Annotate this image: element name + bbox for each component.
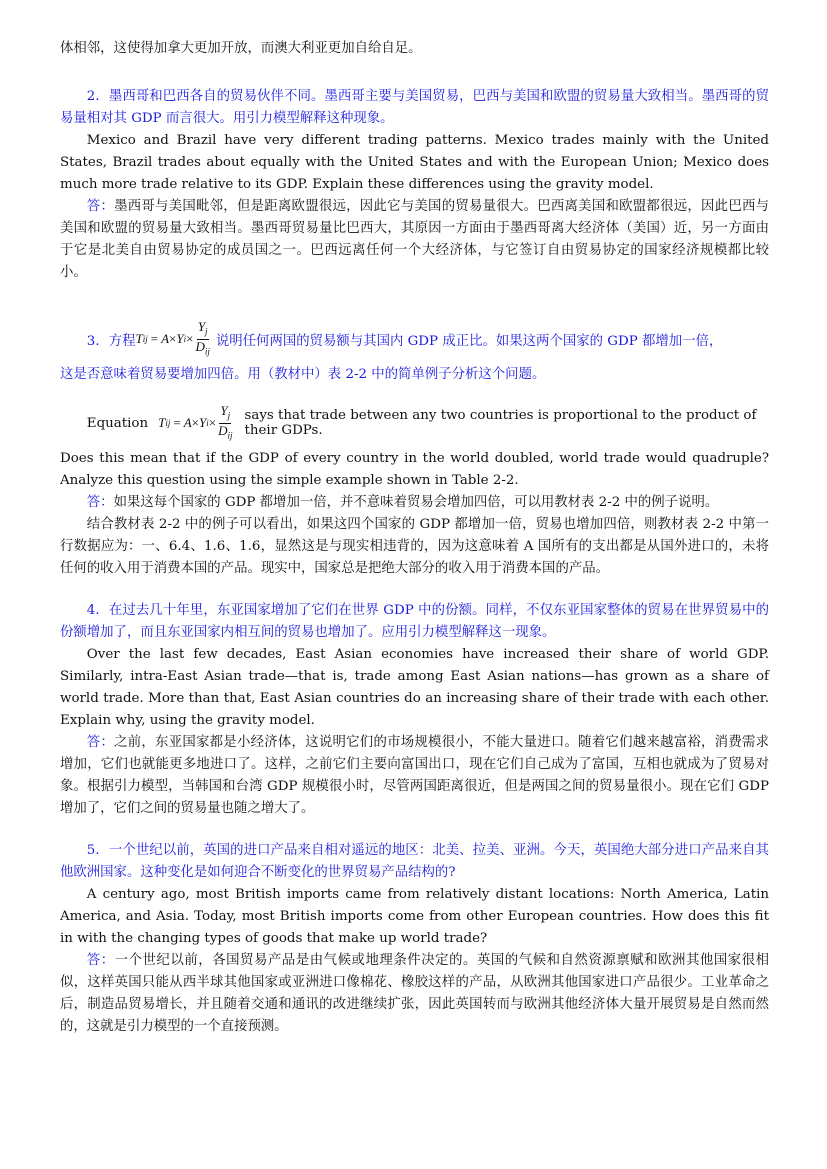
q3-answer-text: 如果这每个国家的 GDP 都增加一倍，并不意味着贸易会增加四倍，可以用教材表 2-2 中的例子说明。 (113, 495, 719, 510)
answer-label: 答： (86, 735, 115, 750)
q4-answer (60, 732, 769, 820)
q4-answer-text: 之前，东亚国家都是小经济体，这说明它们的市场规模很小，不能大量进口。随着它们越来越富裕，消费需求增加，它们也就能更多地进口了。这样，之前它们主要向富国出口，现在它们自己成为了富国，互相也就成为了贸易对象。根据引力模型，当韩国和台湾 GDP 规模很小时，尽管两国距离很近，但是两国之间的贸易量很小。现在它们 GDP 增加了，它们之间的贸易量也随之增大了。 (60, 735, 770, 816)
q2-english: Mexico and Brazil have very different trading patterns. Mexico trades mainly with the United States, Brazil trades about equally with the United States and with the European Union; Mexico does much more trade relative to its GDP. Explain these differences using the gravity model. (60, 133, 769, 192)
q4-chinese: 4．在过去几十年里，东亚国家增加了它们在世界 GDP 中的份额。同样，不仅东亚国家整体的贸易在世界贸易中的份额增加了，而且东亚国家内相互间的贸易也增加了。应用引力模型解释这一现象。 (60, 603, 769, 640)
q5-answer-text: 一个世纪以前，各国贸易产品是由气候或地理条件决定的。英国的气候和自然资源禀赋和欧洲其他国家很相似，这样英国只能从西半球其他国家或亚洲进口像棉花、橡胶这样的产品，从欧洲其他国家进口产品很少。工业革命之后，制造品贸易增长，并且随着交通和通讯的改进继续扩张，因此英国转而与欧洲其他经济体大量开展贸易是自然而然的，这就是引力模型的一个直接预测。 (60, 953, 770, 1034)
intro-line: 体相邻，这使得加拿大更加开放，而澳大利亚更加自给自足。 (60, 41, 422, 56)
answer-label: 答： (86, 953, 115, 968)
q2-answer-text: 墨西哥与美国毗邻，但是距离欧盟很远，因此它与美国的贸易量很大。巴西离美国和欧盟都很远，因此巴西与美国和欧盟的贸易量大致相当。墨西哥贸易量比巴西大，其原因一方面由于墨西哥离大经济体（美国）近，另一方面由于它是北美自由贸易协定的成员国之一。巴西远离任何一个大经济体，与它签订自由贸易协定的国家经济规模都比较小。 (60, 199, 770, 280)
q3-english-suffix: says that trade between any two countries is proportional to the product of their GDPs. (244, 408, 757, 438)
q2-answer (60, 196, 769, 284)
q5-english: A century ago, most British imports came from relatively distant locations: North America, Latin America, and Asia. Today, most British imports come from other European countries. How does this fit in with the changing types of goods that make up world trade? (60, 887, 769, 946)
q3-english-rest: Does this mean that if the GDP of every country in the world doubled, world trade would quadruple? Analyze this question using the simple example shown in Table 2-2. (60, 451, 769, 488)
answer-label: 答： (86, 199, 115, 214)
q3-chinese-suffix: 说明任何两国的贸易额与其国内 GDP 成正比。如果这两个国家的 GDP 都增加一倍， (215, 333, 723, 349)
q3-answer (60, 492, 769, 514)
gravity-formula: T ij = A × Y i × $\frac{Y_j}{D_{ij}}$ (135, 318, 210, 357)
q3-english-line1 (60, 394, 769, 452)
q3-chinese-prefix: 3．方程 (86, 333, 136, 349)
q3-chinese-line1 (60, 310, 769, 368)
q2-chinese: 2．墨西哥和巴西各自的贸易伙伴不同。墨西哥主要与美国贸易，巴西与美国和欧盟的贸易量大致相当。墨西哥的贸易量相对其 GDP 而言很大。用引力模型解释这种现象。 (60, 89, 769, 126)
q3-chinese-line2: 这是否意味着贸易要增加四倍。用（教材中）表 2-2 中的简单例子分析这个问题。 (60, 367, 546, 382)
document-page (60, 38, 769, 1038)
q5-answer (60, 950, 769, 1038)
gravity-formula-en: T ij = A × Y i × $\frac{Y_j}{D_{ij}}$ (158, 402, 233, 441)
q4-english: Over the last few decades, East Asian economies have increased their share of world GDP. Similarly, intra-East Asian trade—that is, trade among East Asian nations—has grown as a share of world trade. More than that, East Asian countries do an increasing share of their trade with each other. Explain why, using the gravity model. (60, 647, 769, 728)
q5-chinese: 5．一个世纪以前，英国的进口产品来自相对遥远的地区：北美、拉美、亚洲。今天，英国绝大部分进口产品来自其他欧洲国家。这种变化是如何迎合不断变化的世界贸易产品结构的? (60, 843, 769, 880)
answer-label: 答： (86, 495, 114, 510)
q3-answer-2: 结合教材表 2-2 中的例子可以看出，如果这四个国家的 GDP 都增加一倍，贸易也增加四倍，则教材表 2-2 中第一行数据应为：一、6.4、1.6、1.6，显然这是与现实相违背的，因为这意味着 A 国所有的支出都是从国外进口的，未将任何的收入用于消费本国的产品。现实中，国家总是把绝大部分的收入用于消费本国的产品。 (60, 517, 769, 576)
q3-english-prefix: Equation (86, 415, 149, 431)
